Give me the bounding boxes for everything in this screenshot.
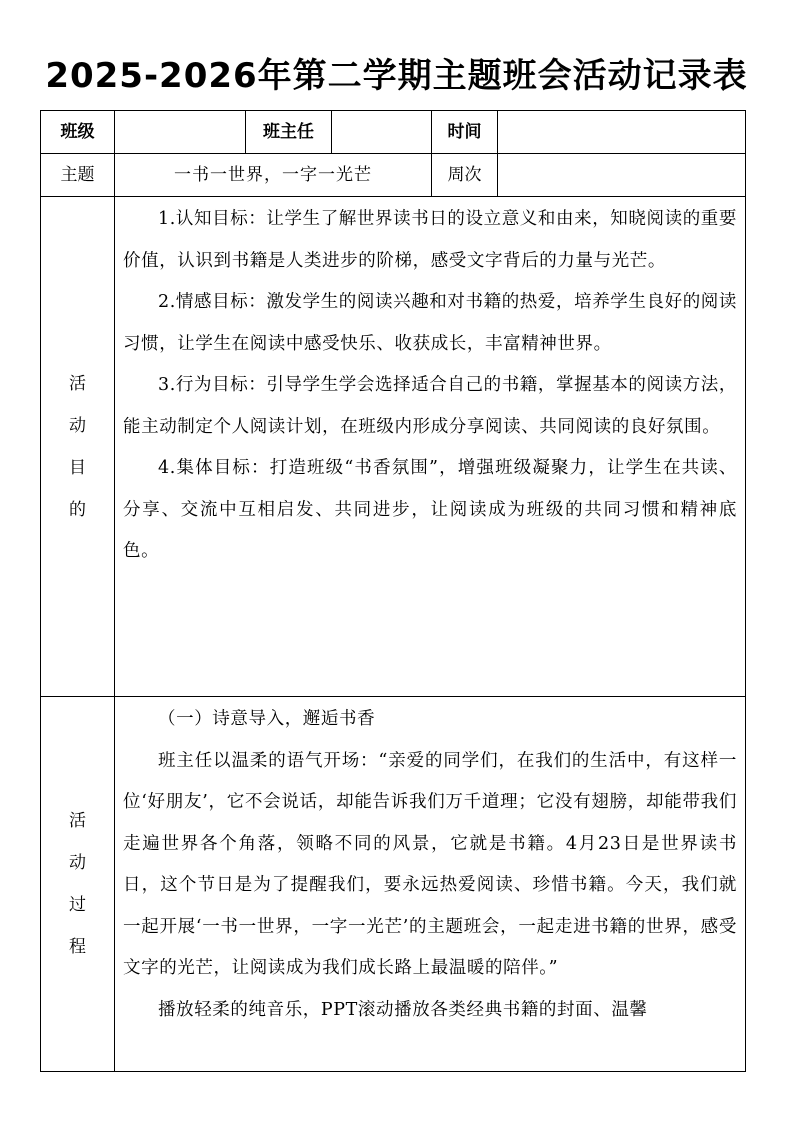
class-value[interactable] (115, 111, 246, 154)
purpose-paragraph: 4.集体目标：打造班级“书香氛围”，增强班级凝聚力，让学生在共读、分享、交流中互相启发、共同进步，让阅读成为班级的共同习惯和精神底色。 (123, 458, 737, 561)
process-label-char: 程 (69, 937, 86, 957)
week-label: 周次 (432, 154, 498, 197)
purpose-paragraph: 2.情感目标：激发学生的阅读兴趣和对书籍的热爱，培养学生良好的阅读习惯，让学生在阅读中感受快乐、收获成长，丰富精神世界。 (123, 292, 737, 354)
topic-row (41, 154, 746, 197)
process-paragraph: 播放轻柔的纯音乐，PPT滚动播放各类经典书籍的封面、温馨 (158, 999, 648, 1020)
process-label-char: 过 (69, 895, 86, 915)
week-value[interactable] (498, 154, 746, 197)
purpose-paragraph: 3.行为目标：引导学生学会选择适合自己的书籍，掌握基本的阅读方法，能主动制定个人阅读计划，在班级内形成分享阅读、共同阅读的良好氛围。 (123, 375, 737, 437)
process-row (41, 697, 746, 1072)
class-label: 班级 (41, 111, 115, 154)
page-title: 2025-2026年第二学期主题班会活动记录表 (45, 56, 748, 96)
purpose-label-char: 目 (69, 457, 86, 478)
teacher-value[interactable] (332, 111, 432, 154)
record-table (40, 110, 746, 1072)
purpose-row (41, 197, 746, 697)
purpose-content (115, 197, 746, 697)
teacher-label: 班主任 (246, 111, 332, 154)
purpose-paragraph: 1.认知目标：让学生了解世界读书日的设立意义和由来，知晓阅读的重要价值，认识到书籍是人类进步的阶梯，感受文字背后的力量与光芒。 (123, 209, 737, 271)
process-label-char: 动 (69, 853, 86, 873)
process-label-char: 活 (69, 811, 86, 831)
process-label (41, 697, 115, 1072)
process-text (115, 699, 745, 1069)
purpose-label-char: 动 (69, 415, 86, 436)
time-label: 时间 (432, 111, 498, 154)
time-value[interactable] (498, 111, 746, 154)
process-paragraph: 班主任以温柔的语气开场：“亲爱的同学们，在我们的生活中，有这样一位‘好朋友’，它不会说话，却能告诉我们万千道理；它没有翅膀，却能带我们走遍世界各个角落，领略不同的风景，它就是书籍。4月23日是世界读书日，这个节日是为了提醒我们，要永远热爱阅读、珍惜书籍。今天，我们就一起开展‘一书一世界，一字一光芒’的主题班会，一起走进书籍的世界，感受文字的光芒，让阅读成为我们成长路上最温暖的陪伴。” (123, 750, 737, 978)
process-heading: （一）诗意导入，邂逅书香 (158, 709, 376, 729)
process-content (115, 697, 746, 1072)
purpose-label (41, 197, 115, 697)
topic-label: 主题 (41, 154, 115, 197)
purpose-label-char: 活 (69, 373, 86, 394)
topic-value: 一书一世界，一字一光芒 (115, 154, 432, 197)
purpose-label-char: 的 (69, 499, 86, 520)
info-row (41, 111, 746, 154)
